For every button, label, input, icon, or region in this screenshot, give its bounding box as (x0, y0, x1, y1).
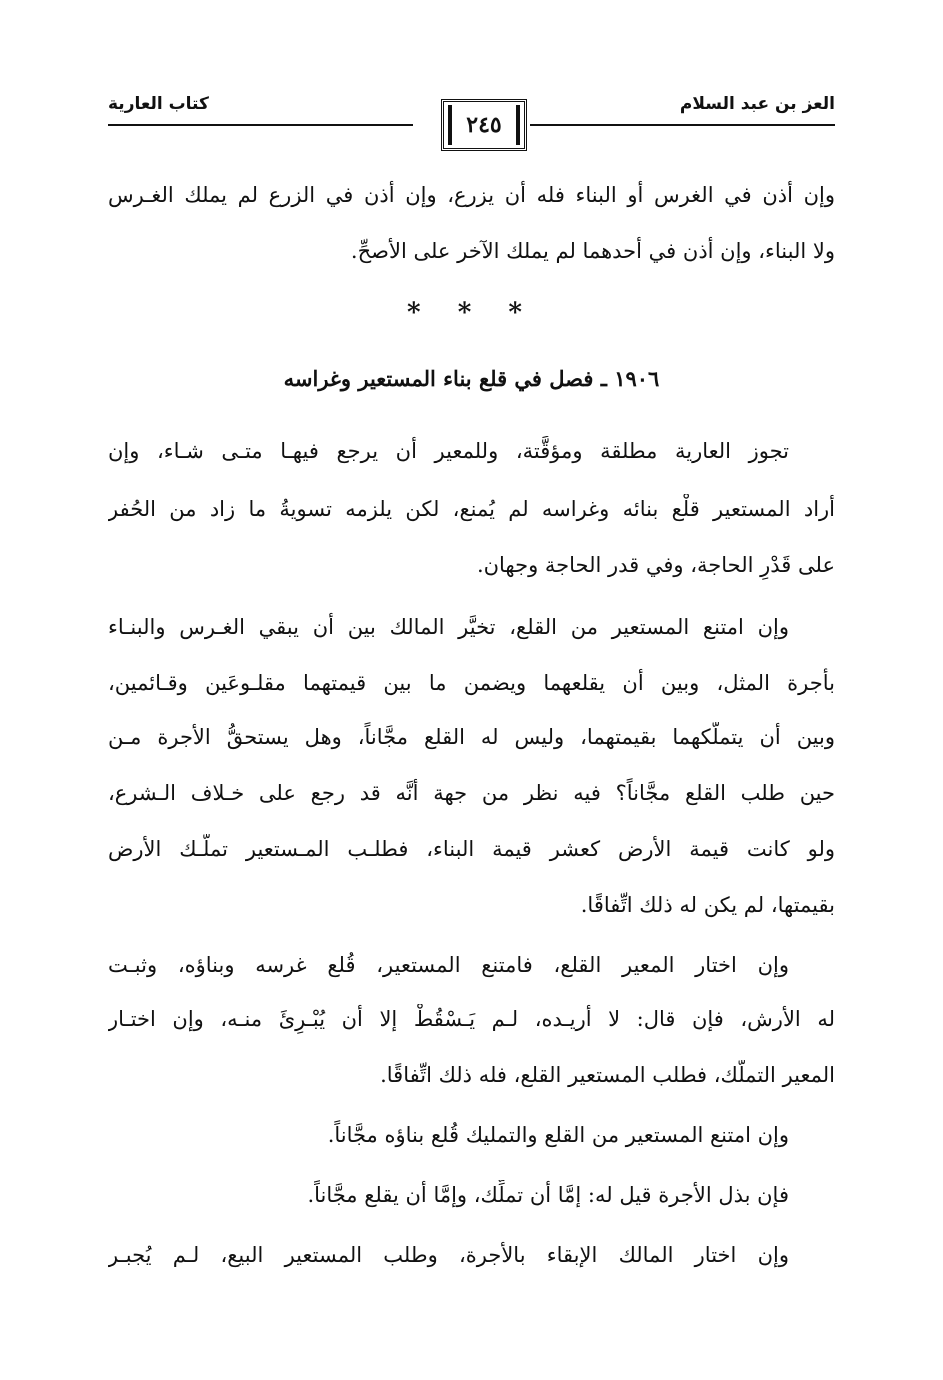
text-line: فإن بذل الأجرة قيل له: إمَّا أن تملِّك، وإمَّا أن يقلع مجَّاناً. (307, 1183, 789, 1207)
page-number-box (441, 99, 527, 151)
text-line: وبين أن يتملَّكهما بقيمتهما، وليس له القلع مجَّاناً، وهل يستحقُّ الأجرة مـن (108, 725, 835, 749)
text-line: وإن اختار المعير القلع، فامتنع المستعير، قُلع غرسه وبناؤه، وثبـت (108, 953, 789, 977)
running-header-author: العز بن عبد السلام (679, 94, 835, 114)
text-line: وإن اختار المالك الإبقاء بالأجرة، وطلب المستعير البيع، لـم يُجبـر (108, 1243, 789, 1267)
text-line: ولو كانت قيمة الأرض كعشر قيمة البناء، فطلـب المـستعير تملُّـك الأرض (108, 837, 835, 861)
page-number: ٢٤٥ (466, 112, 502, 138)
header-rule-right (530, 124, 835, 126)
text-line: أراد المستعير قلْع بنائه وغراسه لم يُمنع، لكن يلزمه تسويةُ ما زاد من الحُفر (108, 497, 835, 521)
text-line: ولا البناء، وإن أذن في أحدهما لم يملك الآخر على الأصحِّ. (350, 239, 835, 263)
running-header-chapter: كتاب العارية (108, 94, 209, 114)
text-line: تجوز العارية مطلقة ومؤقَّتة، وللمعير أن يرجع فيهـا متـى شـاء، وإن (108, 439, 789, 463)
section-separator: * * * (407, 298, 536, 328)
text-line: وإن أذن في الغرس أو البناء فله أن يزرع، وإن أذن في الزرع لم يملك الغـرس (108, 183, 835, 207)
text-line: على قَدْرِ الحاجة، وفي قدر الحاجة وجهان. (476, 553, 835, 577)
section-heading: ١٩٠٦ ـ فصل في قلع بناء المستعير وغراسه (283, 366, 660, 391)
text-line: بأجرة المثل، وبين أن يقلعهما ويضمن ما بين قيمتهما مقلـوعَين وقـائمين، (108, 671, 835, 695)
text-line: وإن امتنع المستعير من القلع، تخيَّر المالك بين أن يبقي الغـرس والبنـاء (108, 615, 789, 639)
header-rule-left (108, 124, 413, 126)
text-line: بقيمتها، لم يكن له ذلك اتِّفاقًا. (580, 893, 835, 917)
text-line: له الأرش، فإن قال: لا أريـده، لـم يَـسْقُطْ إلا أن يُبْـرِئَ منـه، وإن اختـار (108, 1007, 835, 1031)
text-line: حين طلب القلع مجَّاناً؟ فيه نظر من جهة أنَّه قد رجع على خـلاف الـشرع، (108, 781, 835, 805)
text-line: وإن امتنع المستعير من القلع والتمليك قُلع بناؤه مجَّاناً. (327, 1123, 789, 1147)
text-line: المعير التملُّك، فطلب المستعير القلع، فله ذلك اتِّفاقًا. (380, 1063, 835, 1087)
